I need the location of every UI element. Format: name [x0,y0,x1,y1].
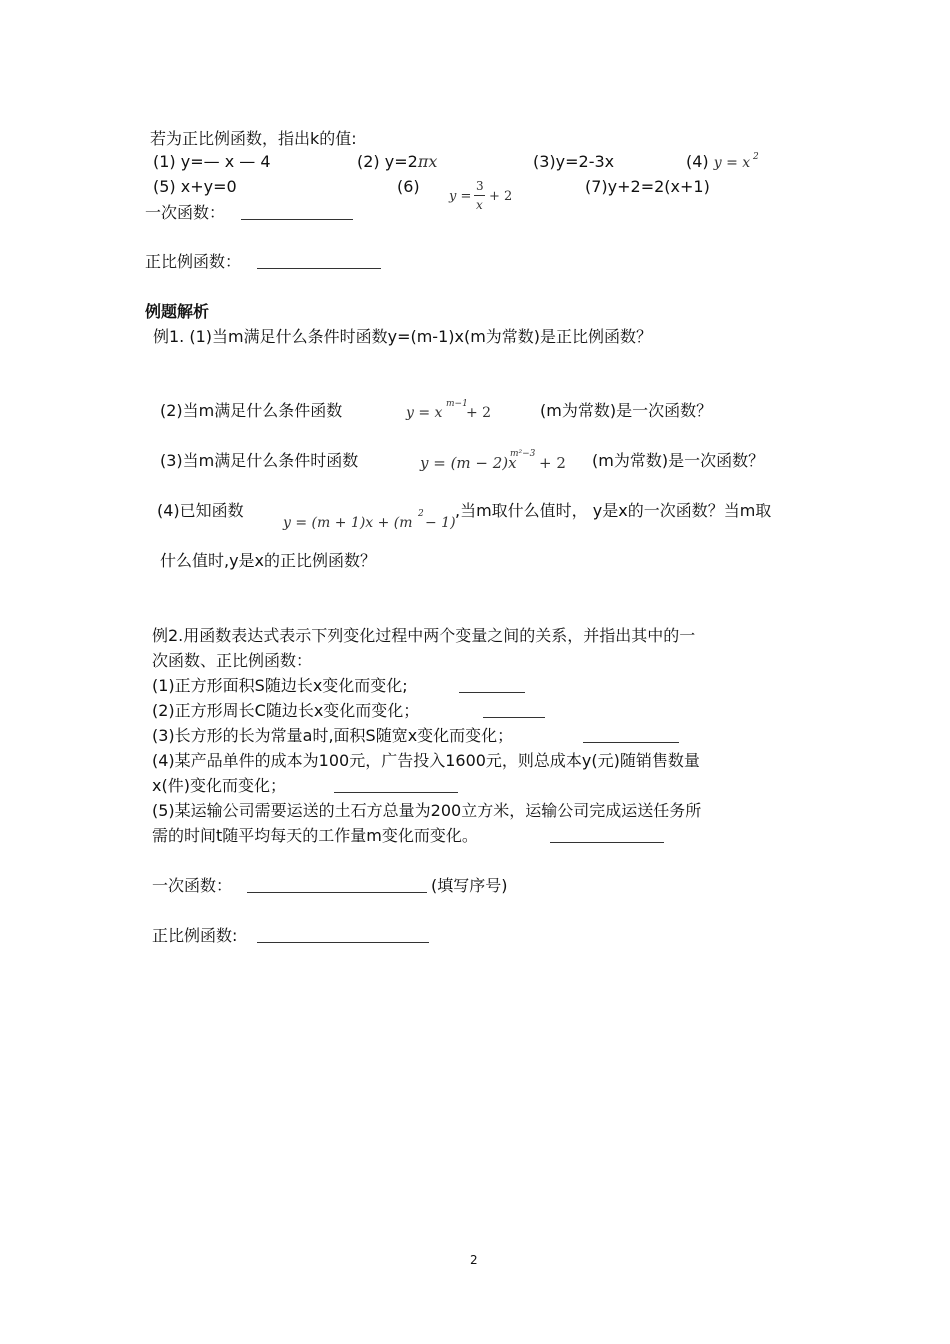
example-1-part-3-question: (m为常数)是一次函数？ [592,451,765,470]
example-1-part-3-tail: + 2 [539,454,566,472]
example-1-part-4-formula: y = (m + 1)x + (m [283,515,413,531]
item-6-tail: + 2 [489,189,513,204]
intro-question: 若为正比例函数，指出k的值: [150,129,357,148]
item-4-label: (4) [686,152,709,171]
example-2-item-3: (3)长方形的长为常量a时,面积S随宽x变化而变化； [152,726,514,745]
linear-function-label: 一次函数： [145,203,226,222]
example-1-part-3-exponent: m²−3 [510,449,536,459]
item-2-pi: πx [417,152,438,171]
item-1: (1) y=— x — 4 [153,152,271,171]
item-7: (7)y+2=2(x+1) [585,177,710,196]
example-2-item-1: (1)正方形面积S随边长x变化而变化; [152,676,408,695]
example-2-item-3-blank[interactable] [583,742,679,743]
example-2-item-5: (5)某运输公司需要运送的土石方总量为200立方米，运输公司完成运送任务所 [152,801,702,820]
example-1-part-2-text: (2)当m满足什么条件函数 [160,401,343,420]
example-1-part-2-tail: + 2 [466,405,492,421]
example-1-part-2-exponent: m−1 [446,399,468,409]
example-2-item-1-blank[interactable] [459,692,525,693]
item-5: (5) x+y=0 [153,177,237,196]
example-2-proportional-blank[interactable] [257,942,429,943]
example-2-item-5-cont: 需的时间t随平均每天的工作量m变化而变化。 [152,826,478,845]
item-6-numerator: 3 [476,179,484,193]
example-1-part-4-question: ,当m取什么值时， y是x的一次函数？当m取 [455,501,772,520]
example-2-item-5-blank[interactable] [550,842,664,843]
example-2-linear-label: 一次函数： [152,876,233,895]
linear-function-blank[interactable] [241,219,353,220]
example-1-part-4-text: (4)已知函数 [157,501,244,520]
example-2-item-4-cont: x(件)变化而变化； [152,776,286,795]
example-1-part-3-text: (3)当m满足什么条件时函数 [160,451,359,470]
item-2-label: (2) y=2 [357,152,418,171]
example-2-item-2: (2)正方形周长C随边长x变化而变化； [152,701,420,720]
item-3: (3)y=2-3x [533,152,615,171]
proportional-function-label: 正比例函数： [145,252,242,271]
item-6-denominator: x [476,198,483,212]
example-1-part-3-formula: y = (m − 2)x [420,454,517,472]
example-1-part-4-formula-end: − 1) [425,515,456,531]
item-4-exponent: 2 [753,152,759,162]
example-2-linear-blank[interactable] [247,892,427,893]
example-2-item-4-blank[interactable] [334,792,458,793]
example-2-item-4: (4)某产品单件的成本为100元，广告投入1600元，则总成本y(元)随销售数量 [152,751,700,770]
item-6: (6) [397,177,420,196]
example-2-linear-note: (填写序号) [431,876,508,895]
fraction-bar [474,195,485,196]
example-2-intro: 例2.用函数表达式表示下列变化过程中两个变量之间的关系，并指出其中的一 [152,626,696,645]
example-1-part-4-exponent: 2 [418,509,424,519]
example-2-proportional-label: 正比例函数: [152,926,238,945]
page-number: 2 [470,1253,478,1267]
example-2-item-2-blank[interactable] [483,717,545,718]
item-6-y: y = [449,189,472,204]
proportional-function-blank[interactable] [257,268,381,269]
example-1-part-2-question: (m为常数)是一次函数？ [540,401,713,420]
example-1-part-1: 例1. (1)当m满足什么条件时函数y=(m-1)x(m为常数)是正比例函数？ [153,327,653,346]
item-4-formula: y = x [713,155,751,171]
item-4 [686,152,750,173]
section-title: 例题解析 [145,302,210,321]
item-2 [357,152,437,172]
example-1-part-4-question-cont: 什么值时,y是x的正比例函数？ [160,551,377,570]
example-2-intro-cont: 次函数、正比例函数： [152,651,313,670]
example-1-part-2-formula: y = x [406,405,443,421]
